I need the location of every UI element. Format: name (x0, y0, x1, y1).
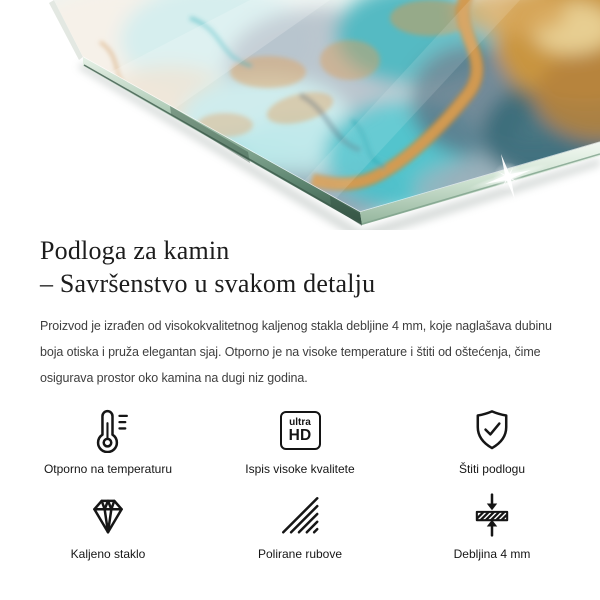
ultra-hd-icon (280, 407, 321, 453)
features-grid (0, 407, 600, 561)
intro-section (0, 230, 600, 391)
feature-item-polished-edges (204, 492, 396, 561)
feature-label: Polirane rubove (257, 547, 343, 561)
ultra-hd-icon-text-bottom: HD (288, 426, 312, 444)
diamond-icon (85, 492, 131, 538)
feature-label: Kaljeno staklo (70, 547, 146, 561)
description-line: osigurava prostor oko kamina na dugi niz godina. (40, 371, 308, 385)
feature-item-tempered-glass (12, 492, 204, 561)
shield-check-icon (469, 407, 515, 453)
description-line: Proizvod je izrađen od visokokvalitetnog kaljenog stakla debljine 4 mm, koje naglašava dubinu (40, 319, 552, 333)
page-title-line2: – Savršenstvo u svakom detalju (40, 269, 376, 298)
page-title (40, 234, 560, 300)
ultra-hd-icon-text-top: ultra (289, 416, 311, 428)
feature-label: Štiti podlogu (458, 462, 526, 476)
product-description (40, 313, 560, 391)
feature-label: Ispis visoke kvalitete (245, 462, 355, 476)
description-line: boja otiska i pruža elegantan sjaj. Otporno je na visoke temperature i štiti od oštećenja, čime (40, 345, 541, 359)
glass-panel-image (0, 0, 600, 230)
feature-item-print-quality (204, 407, 396, 476)
feature-item-thickness (396, 492, 588, 561)
page-title-line1: Podloga za kamin (40, 236, 230, 265)
product-photo (0, 0, 600, 230)
thickness-icon (469, 492, 515, 538)
feature-item-protection (396, 407, 588, 476)
thermometer-icon (85, 407, 131, 453)
feature-label: Debljina 4 mm (453, 547, 531, 561)
feature-item-temperature (12, 407, 204, 476)
feature-label: Otporno na temperaturu (43, 462, 173, 476)
polished-edges-icon (277, 492, 323, 538)
